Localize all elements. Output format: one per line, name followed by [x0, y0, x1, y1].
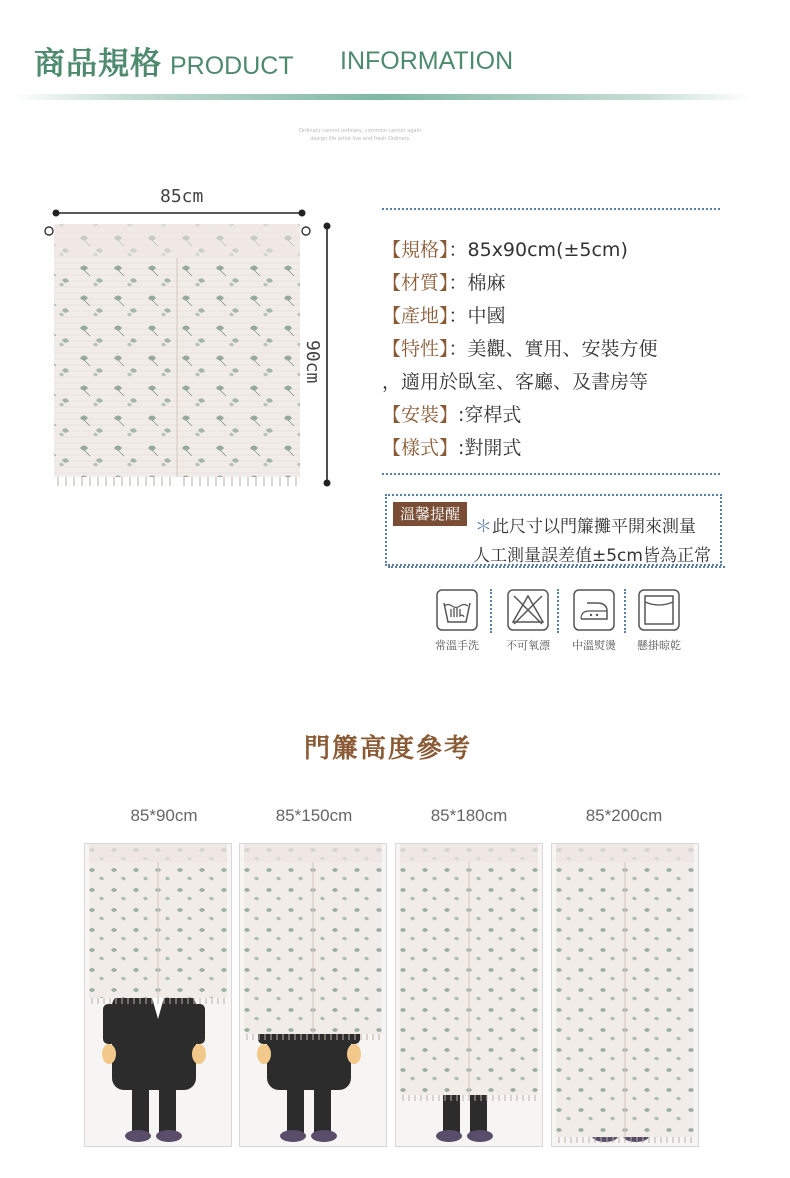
- reminder-badge: 溫馨提醒: [393, 502, 467, 526]
- header-title-en-1: PRODUCT: [170, 52, 294, 80]
- person-shoe-right: [467, 1130, 493, 1142]
- spec-features: 【特性】：美觀、實用、安裝方便: [382, 338, 658, 360]
- height-panel-3: [395, 843, 543, 1147]
- care-item-iron: 中溫熨燙: [559, 589, 629, 653]
- person-leg-right: [314, 1084, 331, 1134]
- person-shoe-left: [280, 1130, 306, 1142]
- no-bleach-icon: [507, 589, 549, 631]
- person-arm-right: [192, 1004, 205, 1044]
- size-label-3: 85*180cm: [430, 806, 508, 825]
- care-item-hand-wash: 常溫手洗: [422, 589, 492, 653]
- tiny-tagline: [250, 127, 470, 143]
- person-hand-right: [192, 1044, 206, 1064]
- person-hand-right: [347, 1044, 361, 1064]
- tiny-line-2: design life artist live and fresh Ordinary: [310, 136, 410, 142]
- height-label: 90cm: [302, 340, 323, 384]
- header-divider: [12, 94, 752, 100]
- curtain-diagram: [40, 200, 340, 495]
- spec-list: [382, 208, 720, 475]
- curtain-fringe: [92, 998, 224, 1004]
- curtain-header: [400, 844, 538, 862]
- person-shoe-left: [436, 1130, 462, 1142]
- reminder-box: [385, 494, 722, 566]
- person-hand-left: [257, 1044, 271, 1064]
- person-hand-left: [102, 1044, 116, 1064]
- reminder-line-2: 人工測量誤差值±5cm皆為正常: [473, 546, 711, 566]
- reminder-line-1: ＊此尺寸以門簾攤平開來測量: [475, 517, 696, 537]
- care-divider: [490, 589, 492, 633]
- size-label-1: 85*90cm: [130, 806, 198, 825]
- curtain-header: [244, 844, 382, 862]
- curtain-fringe: [403, 1095, 535, 1101]
- header-title-en-2: INFORMATION: [340, 47, 514, 75]
- person-leg-right: [159, 1084, 176, 1134]
- person-jacket: [112, 994, 196, 1090]
- iron-medium-icon: [573, 589, 615, 631]
- curtain: [400, 844, 538, 1101]
- size-label-4: 85*200cm: [585, 806, 663, 825]
- height-panel-4: [551, 843, 699, 1147]
- person-shoe-left: [125, 1130, 151, 1142]
- hand-wash-icon: [436, 589, 478, 631]
- size-label-2: 85*150cm: [275, 806, 353, 825]
- height-panel-2: [239, 843, 387, 1147]
- spec-origin: 【產地】：中國: [382, 305, 506, 327]
- person-arm-left: [103, 1004, 116, 1044]
- curtain-fringe: [559, 1137, 691, 1143]
- person-shoe-right: [156, 1130, 182, 1142]
- spec-style: 【樣式】:對開式: [382, 437, 522, 459]
- person-figure: [102, 994, 206, 1142]
- care-item-hang-dry: 懸掛晾乾: [624, 589, 694, 653]
- spec-size: 【規格】：85x90cm(±5cm): [382, 239, 628, 261]
- person-shoe-right: [311, 1130, 337, 1142]
- tiny-line-1: Ordinary cannot ordinary, common cannot again: [298, 128, 422, 134]
- curtain: [89, 844, 227, 1004]
- spec-material: 【材質】：棉麻: [382, 272, 506, 294]
- header-title-cn: 商品規格: [34, 46, 162, 82]
- section-header: [34, 38, 514, 83]
- reminder-underline: [388, 566, 725, 568]
- curtain-header: [89, 844, 227, 862]
- curtain-header: [556, 844, 694, 862]
- curtain: [556, 844, 694, 1143]
- person-leg-left: [132, 1084, 149, 1134]
- spec-features-cont: ，適用於臥室、客廳、及書房等: [382, 371, 649, 393]
- curtain: [244, 844, 382, 1040]
- spec-install: 【安裝】:穿桿式: [382, 404, 522, 426]
- person-leg-left: [287, 1084, 304, 1134]
- hang-dry-icon: [638, 589, 680, 631]
- height-panel-1: [84, 843, 232, 1147]
- care-item-no-bleach: 不可氧漂: [493, 589, 563, 653]
- height-reference-title: 門簾高度參考: [303, 734, 472, 764]
- width-label: 85cm: [160, 186, 204, 207]
